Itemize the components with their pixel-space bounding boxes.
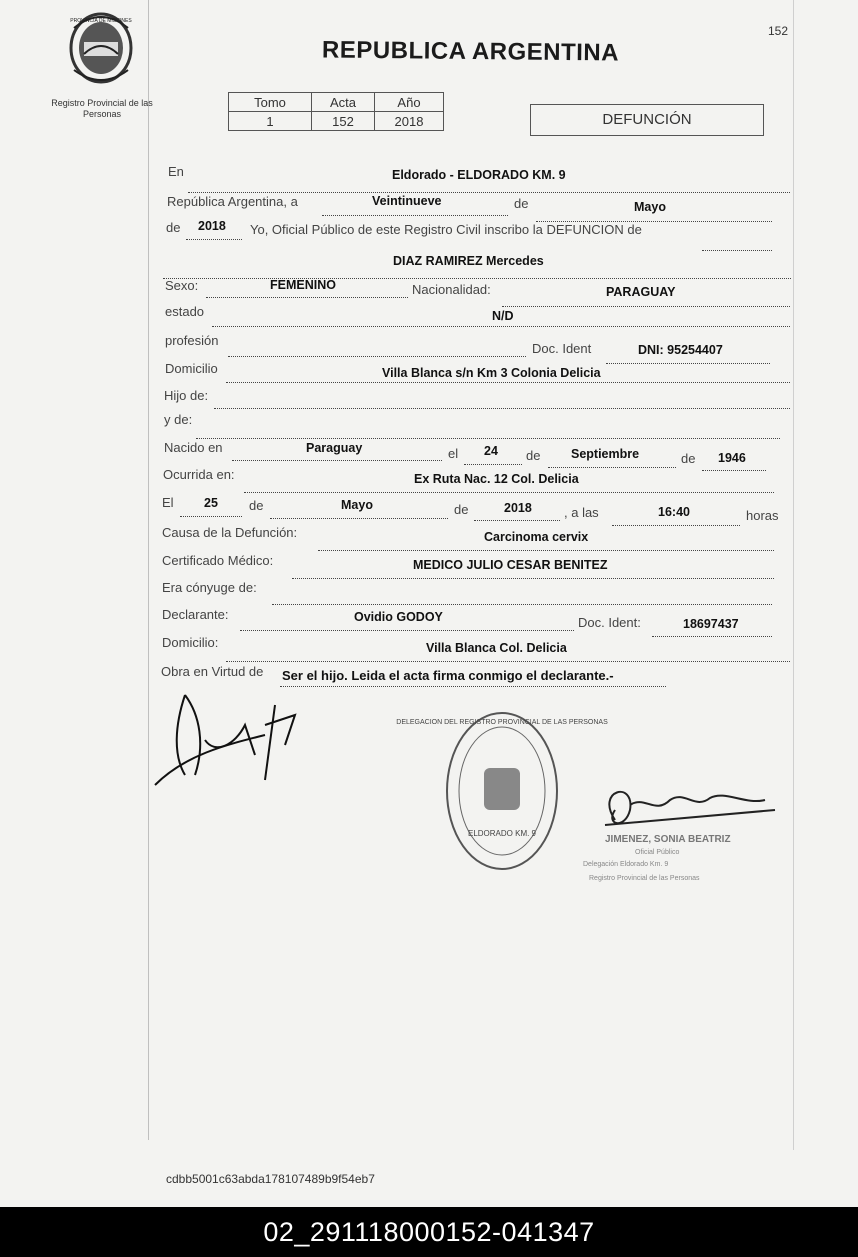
label-declarante: Declarante: bbox=[162, 607, 229, 622]
label-de4: de bbox=[681, 451, 696, 466]
label-hijo-de: Hijo de: bbox=[164, 388, 209, 403]
fill-defuncion-de bbox=[702, 234, 772, 251]
value-sexo: FEMENINO bbox=[270, 278, 336, 292]
label-profesion: profesión bbox=[165, 333, 219, 348]
label-en: En bbox=[168, 164, 184, 179]
value-dni: DNI: 95254407 bbox=[638, 343, 723, 357]
label-horas: horas bbox=[746, 508, 779, 523]
official-stamp bbox=[396, 706, 608, 876]
document-hash: cdbb5001c63abda178107489b9f54eb7 bbox=[166, 1172, 375, 1186]
left-margin-line bbox=[148, 0, 149, 1140]
barcode-text: 02_291118000152-041347 bbox=[263, 1217, 595, 1247]
officer-signature bbox=[575, 770, 790, 895]
label-nacionalidad: Nacionalidad: bbox=[412, 282, 491, 297]
label-de3: de bbox=[526, 448, 541, 463]
provincial-coat-of-arms-icon bbox=[66, 8, 136, 88]
value-estado: N/D bbox=[492, 309, 514, 323]
label-y-de: y de: bbox=[164, 412, 193, 427]
value-mes: Mayo bbox=[634, 200, 666, 214]
value-declarante: Ovidio GODOY bbox=[354, 610, 443, 624]
declarant-signature bbox=[145, 685, 315, 795]
tomo-header: Tomo bbox=[229, 93, 312, 112]
value-certificado: MEDICO JULIO CESAR BENITEZ bbox=[413, 558, 608, 572]
value-nac-mes: Septiembre bbox=[571, 447, 640, 461]
value-def-dia: 25 bbox=[204, 496, 218, 510]
record-type: DEFUNCIÓN bbox=[530, 104, 764, 136]
registry-name: Registro Provincial de las Personas bbox=[51, 98, 153, 119]
anio-header: Año bbox=[375, 93, 444, 112]
value-ocurrida: Ex Ruta Nac. 12 Col. Delicia bbox=[414, 472, 579, 486]
officer-delegation: Delegación Eldorado Km. 9 bbox=[583, 861, 669, 868]
value-anio: 2018 bbox=[198, 219, 226, 233]
label-el2: El bbox=[162, 495, 174, 510]
label-a-las: , a las bbox=[564, 505, 599, 520]
label-estado: estado bbox=[165, 304, 205, 319]
label-ocurrida: Ocurrida en: bbox=[163, 467, 235, 482]
page-number: 152 bbox=[768, 24, 789, 38]
label-causa: Causa de la Defunción: bbox=[162, 525, 298, 540]
label-doc-ident2: Doc. Ident: bbox=[578, 615, 641, 630]
fill-hijo-de bbox=[214, 392, 790, 409]
label-obra: Obra en Virtud de bbox=[161, 664, 264, 679]
label-el: el bbox=[448, 446, 459, 461]
right-margin-line bbox=[793, 0, 794, 1150]
value-doc-declarante: 18697437 bbox=[683, 617, 739, 631]
value-nombre: DIAZ RAMIREZ Mercedes bbox=[393, 254, 544, 268]
value-nac-anio: 1946 bbox=[718, 451, 746, 465]
label-yo: Yo, Oficial Público de este Registro Civil inscribo la DEFUNCION de bbox=[250, 222, 642, 237]
stamp-text: DELEGACION DEL REGISTRO PROVINCIAL DE LAS PERSONAS bbox=[396, 719, 608, 726]
label-doc-ident: Doc. Ident bbox=[532, 341, 592, 356]
label-sexo: Sexo: bbox=[165, 278, 199, 293]
value-def-mes: Mayo bbox=[341, 498, 373, 512]
tomo-value: 1 bbox=[229, 112, 312, 131]
label-de5: de bbox=[249, 498, 264, 513]
fill-y-de bbox=[196, 422, 780, 439]
record-table bbox=[228, 92, 444, 131]
value-domicilio: Villa Blanca s/n Km 3 Colonia Delicia bbox=[382, 366, 601, 380]
label-nacido-en: Nacido en bbox=[164, 440, 223, 455]
label-domicilio2: Domicilio: bbox=[162, 635, 219, 650]
label-de1: de bbox=[514, 196, 529, 211]
label-conyuge: Era cónyuge de: bbox=[162, 580, 257, 595]
logo-text: PROVINCIA DE MISIONES bbox=[70, 18, 132, 24]
stamp-city: ELDORADO KM. 9 bbox=[467, 829, 537, 838]
label-certificado: Certificado Médico: bbox=[162, 553, 274, 568]
fill-conyuge bbox=[272, 588, 772, 605]
acta-value: 152 bbox=[312, 112, 375, 131]
fill-profesion bbox=[228, 340, 526, 357]
officer-name: JIMENEZ, SONIA BEATRIZ bbox=[605, 834, 731, 845]
label-domicilio: Domicilio bbox=[165, 361, 218, 376]
value-lugar: Eldorado - ELDORADO KM. 9 bbox=[392, 168, 566, 182]
officer-registry: Registro Provincial de las Personas bbox=[589, 875, 700, 882]
label-de2: de bbox=[166, 220, 181, 235]
anio-value: 2018 bbox=[375, 112, 444, 131]
label-de6: de bbox=[454, 502, 469, 517]
value-dia-letras: Veintinueve bbox=[372, 194, 442, 208]
value-nacido-en: Paraguay bbox=[306, 441, 363, 455]
acta-header: Acta bbox=[312, 93, 375, 112]
officer-role: Oficial Público bbox=[635, 849, 680, 856]
value-domicilio-declarante: Villa Blanca Col. Delicia bbox=[426, 641, 567, 655]
value-obra: Ser el hijo. Leida el acta firma conmigo el declarante.- bbox=[282, 668, 614, 683]
value-nacionalidad: PARAGUAY bbox=[606, 285, 676, 299]
document-title: REPUBLICA ARGENTINA bbox=[321, 36, 620, 67]
value-def-anio: 2018 bbox=[504, 501, 532, 515]
value-causa: Carcinoma cervix bbox=[484, 530, 589, 544]
label-republica: República Argentina, a bbox=[167, 194, 298, 209]
value-hora: 16:40 bbox=[658, 505, 690, 519]
value-nac-dia: 24 bbox=[484, 444, 498, 458]
